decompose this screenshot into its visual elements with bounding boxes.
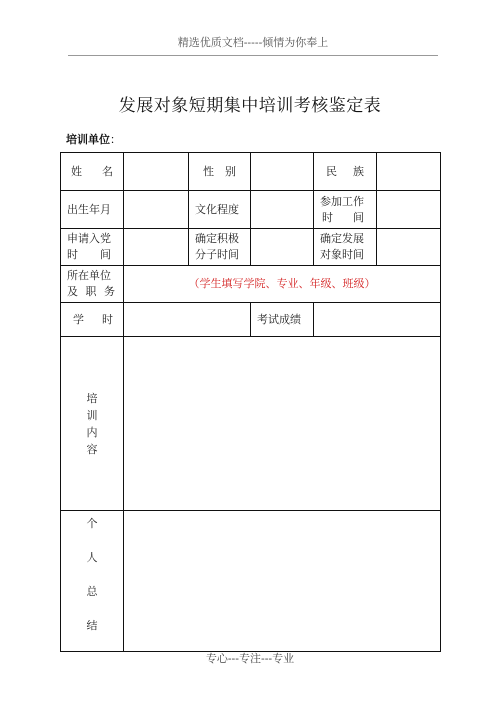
activist-time-label-line1: 确定积极 <box>195 232 239 245</box>
form-row-summary <box>61 511 441 652</box>
form-row-birth <box>61 191 441 229</box>
name-value-cell[interactable] <box>124 153 189 191</box>
apply-time-label-char2: 间 <box>100 248 111 261</box>
training-unit-label <box>66 131 121 147</box>
gender-value-cell[interactable] <box>251 153 314 191</box>
training-label-char1: 培 <box>86 391 98 405</box>
work-time-label-cell <box>314 191 377 229</box>
dev-target-time-value-cell[interactable] <box>377 229 441 266</box>
ethnicity-label-cell <box>314 153 377 191</box>
name-label-cell <box>61 153 124 191</box>
page-footer: 专心---专注---专业 <box>205 652 295 665</box>
unit-label-part2: 训单位 <box>77 133 110 146</box>
training-label-char2: 训 <box>86 408 98 422</box>
education-label-cell: 文化程度 <box>189 191 251 229</box>
page-header: 精选优质文档-----倾情为你奉上 <box>68 34 438 56</box>
form-row-position <box>61 266 441 303</box>
gender-label-char2: 别 <box>225 164 236 178</box>
position-label-cell <box>61 266 124 303</box>
ethnicity-value-cell[interactable] <box>377 153 441 191</box>
position-label-char1: 及 <box>67 285 78 298</box>
hours-label-cell <box>61 303 124 337</box>
name-label-char1: 姓 <box>71 164 82 178</box>
position-value-cell[interactable] <box>124 266 441 303</box>
summary-label-char4: 结 <box>86 619 98 632</box>
training-label-char4: 容 <box>86 442 98 456</box>
training-label-cell <box>61 337 124 511</box>
apply-time-value-cell[interactable] <box>124 229 189 266</box>
work-time-label-line1: 参加工作 <box>320 194 364 208</box>
apply-time-label-cell <box>61 229 124 266</box>
position-label-char3: 务 <box>104 285 115 298</box>
unit-label-part1: 培 <box>66 133 77 146</box>
apply-time-label-line1: 申请入党 <box>67 232 111 245</box>
form-row-name <box>61 153 441 191</box>
summary-label-cell <box>61 511 124 652</box>
education-value-cell[interactable] <box>251 191 314 229</box>
document-title: 发展对象短期集中培训考核鉴定表 <box>118 96 382 116</box>
birth-label-cell: 出生年月 <box>61 191 124 229</box>
position-note: （学生填写学院、专业、年级、班级） <box>188 277 376 290</box>
training-label-char3: 内 <box>86 425 98 439</box>
gender-label-cell <box>189 153 251 191</box>
work-time-label-char2: 间 <box>353 210 364 224</box>
summary-content-cell[interactable] <box>124 511 441 652</box>
summary-label-char2: 人 <box>86 551 98 564</box>
exam-score-value-cell[interactable] <box>314 303 441 337</box>
birth-value-cell[interactable] <box>124 191 189 229</box>
hours-label-char2: 时 <box>102 312 113 326</box>
position-label-char2: 职 <box>85 285 97 298</box>
form-row-party-time <box>61 229 441 266</box>
summary-label-char3: 总 <box>86 585 98 598</box>
activist-time-value-cell[interactable] <box>251 229 314 266</box>
activist-time-label-cell <box>189 229 251 266</box>
activist-time-label-line2: 分子时间 <box>195 248 239 261</box>
hours-value-cell[interactable] <box>124 303 251 337</box>
summary-label-char1: 个 <box>86 517 98 530</box>
form-row-training <box>61 337 441 511</box>
ethnicity-label-char1: 民 <box>326 164 337 178</box>
dev-target-time-label-cell <box>314 229 377 266</box>
training-content-cell[interactable] <box>124 337 441 511</box>
ethnicity-label-char2: 族 <box>353 164 364 178</box>
unit-label-colon: ： <box>110 133 121 146</box>
work-time-label-char1: 时 <box>322 210 333 224</box>
work-time-value-cell[interactable] <box>377 191 441 229</box>
gender-label-char1: 性 <box>203 164 214 178</box>
apply-time-label-char1: 时 <box>67 248 78 261</box>
form-row-hours <box>61 303 441 337</box>
dev-target-time-label-line1: 确定发展 <box>320 232 364 245</box>
name-label-char2: 名 <box>102 164 113 178</box>
dev-target-time-label-line2: 对象时间 <box>320 248 364 261</box>
exam-score-label-cell: 考试成绩 <box>251 303 314 337</box>
position-label-line1: 所在单位 <box>67 269 111 282</box>
hours-label-char1: 学 <box>73 312 84 326</box>
assessment-form-table <box>60 152 441 652</box>
